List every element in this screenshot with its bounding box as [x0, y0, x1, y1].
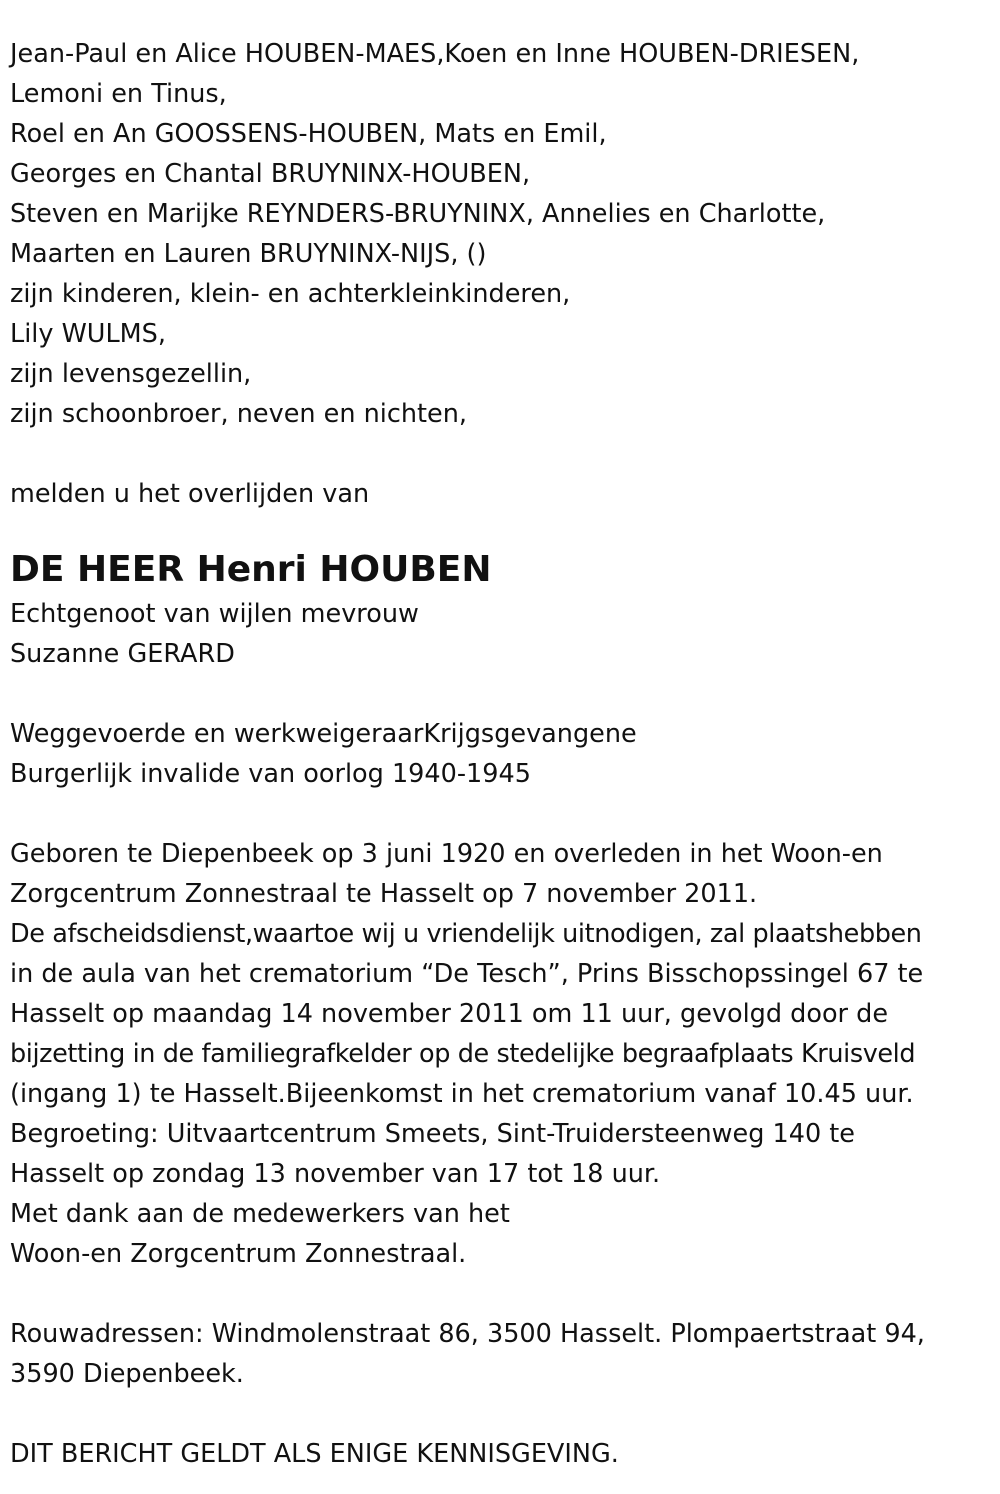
- spacer: [10, 1274, 995, 1314]
- details-line: Hasselt op maandag 14 november 2011 om 11 uur, gevolgd door de: [10, 999, 889, 1029]
- spacer: [10, 674, 995, 714]
- family-line: Jean-Paul en Alice HOUBEN-MAES,Koen en Inne HOUBEN-DRIESEN,: [10, 39, 860, 69]
- title-line: Weggevoerde en werkweigeraarKrijgsgevangene: [10, 719, 637, 749]
- family-line: Georges en Chantal BRUYNINX-HOUBEN,: [10, 159, 531, 189]
- deceased-name: DE HEER Henri HOUBEN: [10, 549, 492, 590]
- spacer: [10, 514, 995, 538]
- announcement-text: melden u het overlijden van: [10, 479, 370, 509]
- family-line: Roel en An GOOSSENS-HOUBEN, Mats en Emil,: [10, 119, 607, 149]
- spacer: [10, 434, 995, 474]
- family-line: zijn levensgezellin,: [10, 359, 252, 389]
- details-line: Woon-en Zorgcentrum Zonnestraal.: [10, 1239, 467, 1269]
- family-list: [10, 34, 995, 434]
- family-line: Lemoni en Tinus,: [10, 79, 227, 109]
- details-line: De afscheidsdienst,waartoe wij u vriendelijk uitnodigen, zal plaatshebben: [10, 919, 922, 949]
- title-line: Burgerlijk invalide van oorlog 1940-1945: [10, 759, 531, 789]
- family-line: Steven en Marijke REYNDERS-BRUYNINX, Annelies en Charlotte,: [10, 199, 826, 229]
- obituary-document: [10, 34, 995, 1474]
- addresses-line: 3590 Diepenbeek.: [10, 1359, 244, 1389]
- details-line: Geboren te Diepenbeek op 3 juni 1920 en overleden in het Woon-en: [10, 839, 883, 869]
- spouse-line: Echtgenoot van wijlen mevrouw: [10, 599, 419, 629]
- details-line: Begroeting: Uitvaartcentrum Smeets, Sint-Truidersteenweg 140 te: [10, 1119, 855, 1149]
- details-line: (ingang 1) te Hasselt.Bijeenkomst in het crematorium vanaf 10.45 uur.: [10, 1079, 914, 1109]
- family-line: zijn schoonbroer, neven en nichten,: [10, 399, 467, 429]
- details-line: Met dank aan de medewerkers van het: [10, 1199, 510, 1229]
- family-line: zijn kinderen, klein- en achterkleinkinderen,: [10, 279, 571, 309]
- spacer: [10, 1394, 995, 1434]
- notice-text: DIT BERICHT GELDT ALS ENIGE KENNISGEVING.: [10, 1439, 619, 1469]
- details-line: in de aula van het crematorium “De Tesch”, Prins Bisschopssingel 67 te: [10, 959, 924, 989]
- details-line: bijzetting in de familiegrafkelder op de stedelijke begraafplaats Kruisveld: [10, 1039, 916, 1069]
- family-line: Lily WULMS,: [10, 319, 166, 349]
- spouse-name: Suzanne GERARD: [10, 639, 235, 669]
- details-paragraph: [10, 834, 995, 1274]
- spacer: [10, 794, 995, 834]
- family-line: Maarten en Lauren BRUYNINX-NIJS, (): [10, 239, 487, 269]
- addresses-line: Rouwadressen: Windmolenstraat 86, 3500 Hasselt. Plompaertstraat 94,: [10, 1319, 925, 1349]
- details-line: Hasselt op zondag 13 november van 17 tot 18 uur.: [10, 1159, 661, 1189]
- details-line: Zorgcentrum Zonnestraal te Hasselt op 7 november 2011.: [10, 879, 758, 909]
